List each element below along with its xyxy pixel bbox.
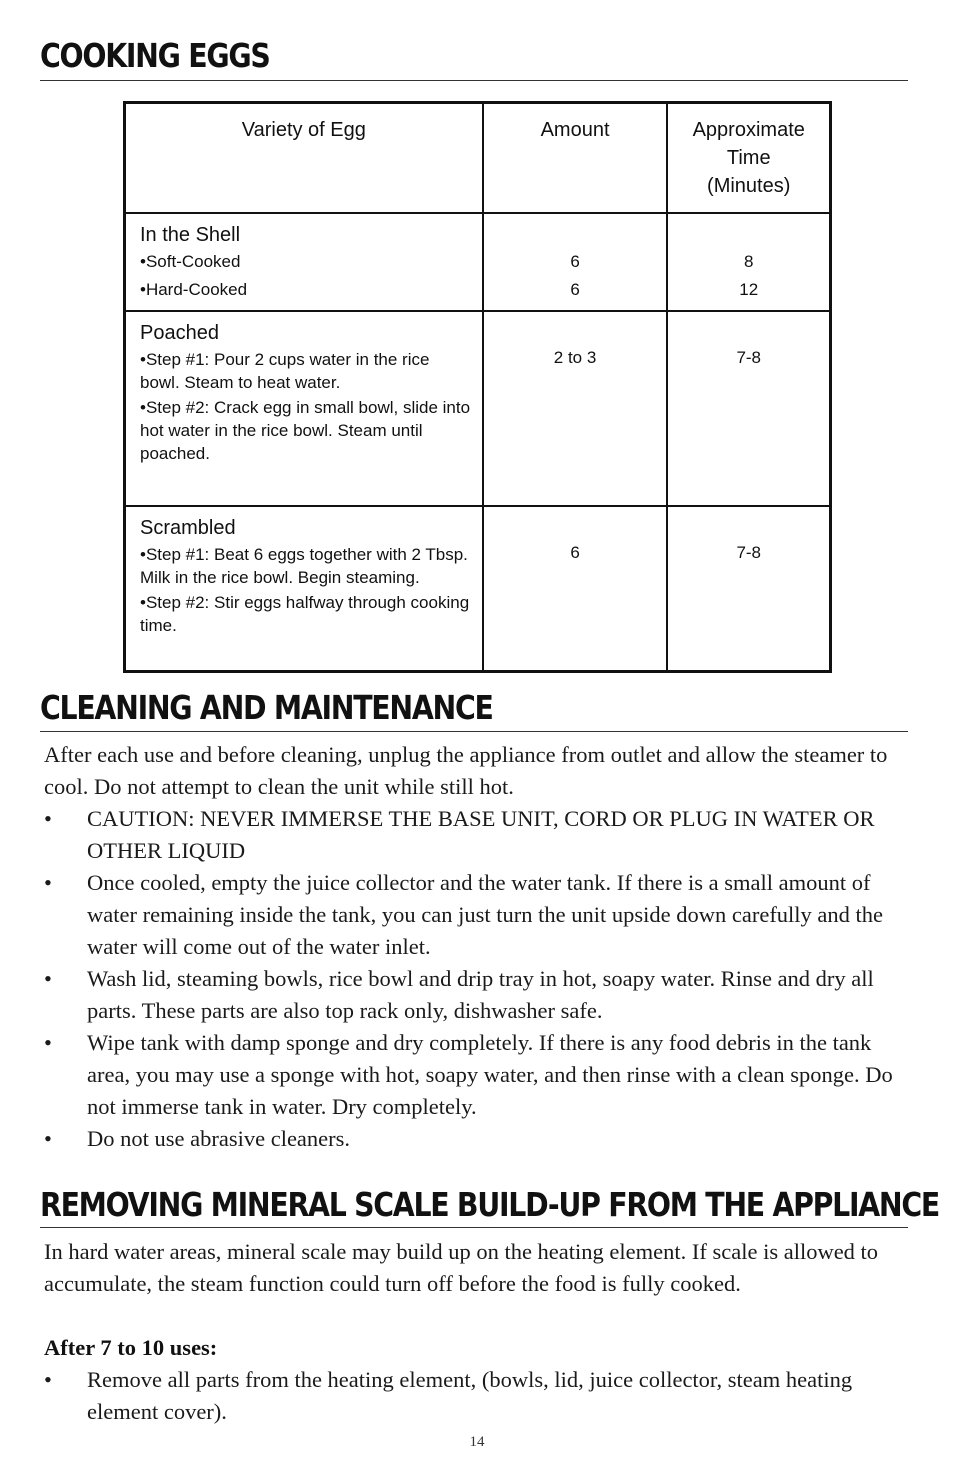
amount-cell	[483, 506, 668, 671]
page-number: 14	[469, 1434, 485, 1450]
uses-subheading: After 7 to 10 uses:	[44, 1335, 218, 1360]
removing-bullet-list	[44, 1364, 912, 1428]
variety-name: Scrambled	[140, 517, 236, 539]
heading-rule	[40, 1227, 908, 1228]
list-item	[44, 1027, 912, 1123]
list-item-text: CAUTION: NEVER IMMERSE THE BASE UNIT, CORD OR PLUG IN WATER OR OTHER LIQUID	[87, 806, 875, 863]
header-time-line2: Time	[726, 147, 771, 169]
variety-cell	[125, 506, 483, 671]
list-item	[44, 803, 912, 867]
variety-step: •Step #1: Beat 6 eggs together with 2 Tbsp. Milk in the rice bowl. Begin steaming.	[140, 545, 468, 587]
header-variety: Variety of Egg	[125, 103, 483, 214]
cleaning-bullet-list	[44, 803, 912, 1155]
amount-value: 6	[570, 252, 580, 271]
heading-rule	[40, 731, 908, 732]
variety-name: Poached	[140, 322, 219, 344]
variety-name: In the Shell	[140, 224, 241, 246]
table-row	[125, 506, 831, 671]
removing-intro: In hard water areas, mineral scale may build up on the heating element. If scale is allowed to accumulate, the steam function could turn off before the food is fully cooked.	[44, 1239, 879, 1296]
variety-cell	[125, 213, 483, 311]
table-row	[125, 213, 831, 311]
section-heading-removing-scale: REMOVING MINERAL SCALE BUILD-UP FROM THE APPLIANCE	[40, 1185, 940, 1224]
variety-item: •Hard-Cooked	[140, 280, 248, 299]
time-value: 7-8	[736, 348, 762, 367]
variety-cell	[125, 311, 483, 506]
heading-rule	[40, 80, 908, 81]
amount-cell	[483, 311, 668, 506]
table-row	[125, 311, 831, 506]
time-value: 7-8	[736, 543, 762, 562]
bullet-dot: •	[44, 806, 52, 831]
variety-step: •Step #2: Crack egg in small bowl, slide into hot water in the rice bowl. Steam until poached.	[140, 398, 471, 463]
list-item-text: Do not use abrasive cleaners.	[87, 1126, 351, 1151]
section-heading-cleaning: CLEANING AND MAINTENANCE	[40, 688, 493, 727]
header-time	[667, 103, 830, 214]
bullet-dot: •	[44, 1367, 52, 1392]
list-item-text: Remove all parts from the heating element, (bowls, lid, juice collector, steam heating element cover).	[87, 1367, 853, 1424]
amount-value: 2 to 3	[553, 348, 597, 367]
list-item	[44, 1123, 912, 1155]
variety-step: •Step #2: Stir eggs halfway through cooking time.	[140, 593, 470, 635]
egg-cooking-table	[123, 101, 832, 673]
time-value: 12	[739, 280, 759, 299]
bullet-dot: •	[44, 1030, 52, 1055]
table-header-row	[125, 103, 831, 214]
bullet-dot: •	[44, 966, 52, 991]
list-item	[44, 1364, 912, 1428]
cleaning-intro: After each use and before cleaning, unplug the appliance from outlet and allow the steamer to cool. Do not attempt to clean the unit while still hot.	[44, 742, 888, 799]
time-value: 8	[744, 252, 754, 271]
amount-value: 6	[570, 543, 580, 562]
header-time-line3: (Minutes)	[707, 175, 791, 197]
bullet-dot: •	[44, 870, 52, 895]
amount-value: 6	[570, 280, 580, 299]
bullet-dot: •	[44, 1126, 52, 1151]
amount-cell	[483, 213, 668, 311]
list-item	[44, 867, 912, 963]
time-cell	[667, 213, 830, 311]
list-item-text: Wash lid, steaming bowls, rice bowl and drip tray in hot, soapy water. Rinse and dry all parts. These parts are also top rack only, dishwasher safe.	[87, 966, 874, 1023]
header-time-line1: Approximate	[692, 119, 805, 141]
variety-step: •Step #1: Pour 2 cups water in the rice bowl. Steam to heat water.	[140, 350, 430, 392]
header-amount: Amount	[483, 103, 668, 214]
variety-item: •Soft-Cooked	[140, 252, 241, 271]
list-item-text: Wipe tank with damp sponge and dry completely. If there is any food debris in the tank area, you may use a sponge with hot, soapy water, and then rinse with a clean sponge. Do not immerse tank in water. Dry completely.	[87, 1030, 893, 1119]
list-item-text: Once cooled, empty the juice collector and the water tank. If there is a small amount of water remaining inside the tank, you can just turn the unit upside down carefully and the water will come out of the water inlet.	[87, 870, 884, 959]
time-cell	[667, 311, 830, 506]
list-item	[44, 963, 912, 1027]
section-heading-cooking-eggs: COOKING EGGS	[40, 36, 270, 75]
time-cell	[667, 506, 830, 671]
